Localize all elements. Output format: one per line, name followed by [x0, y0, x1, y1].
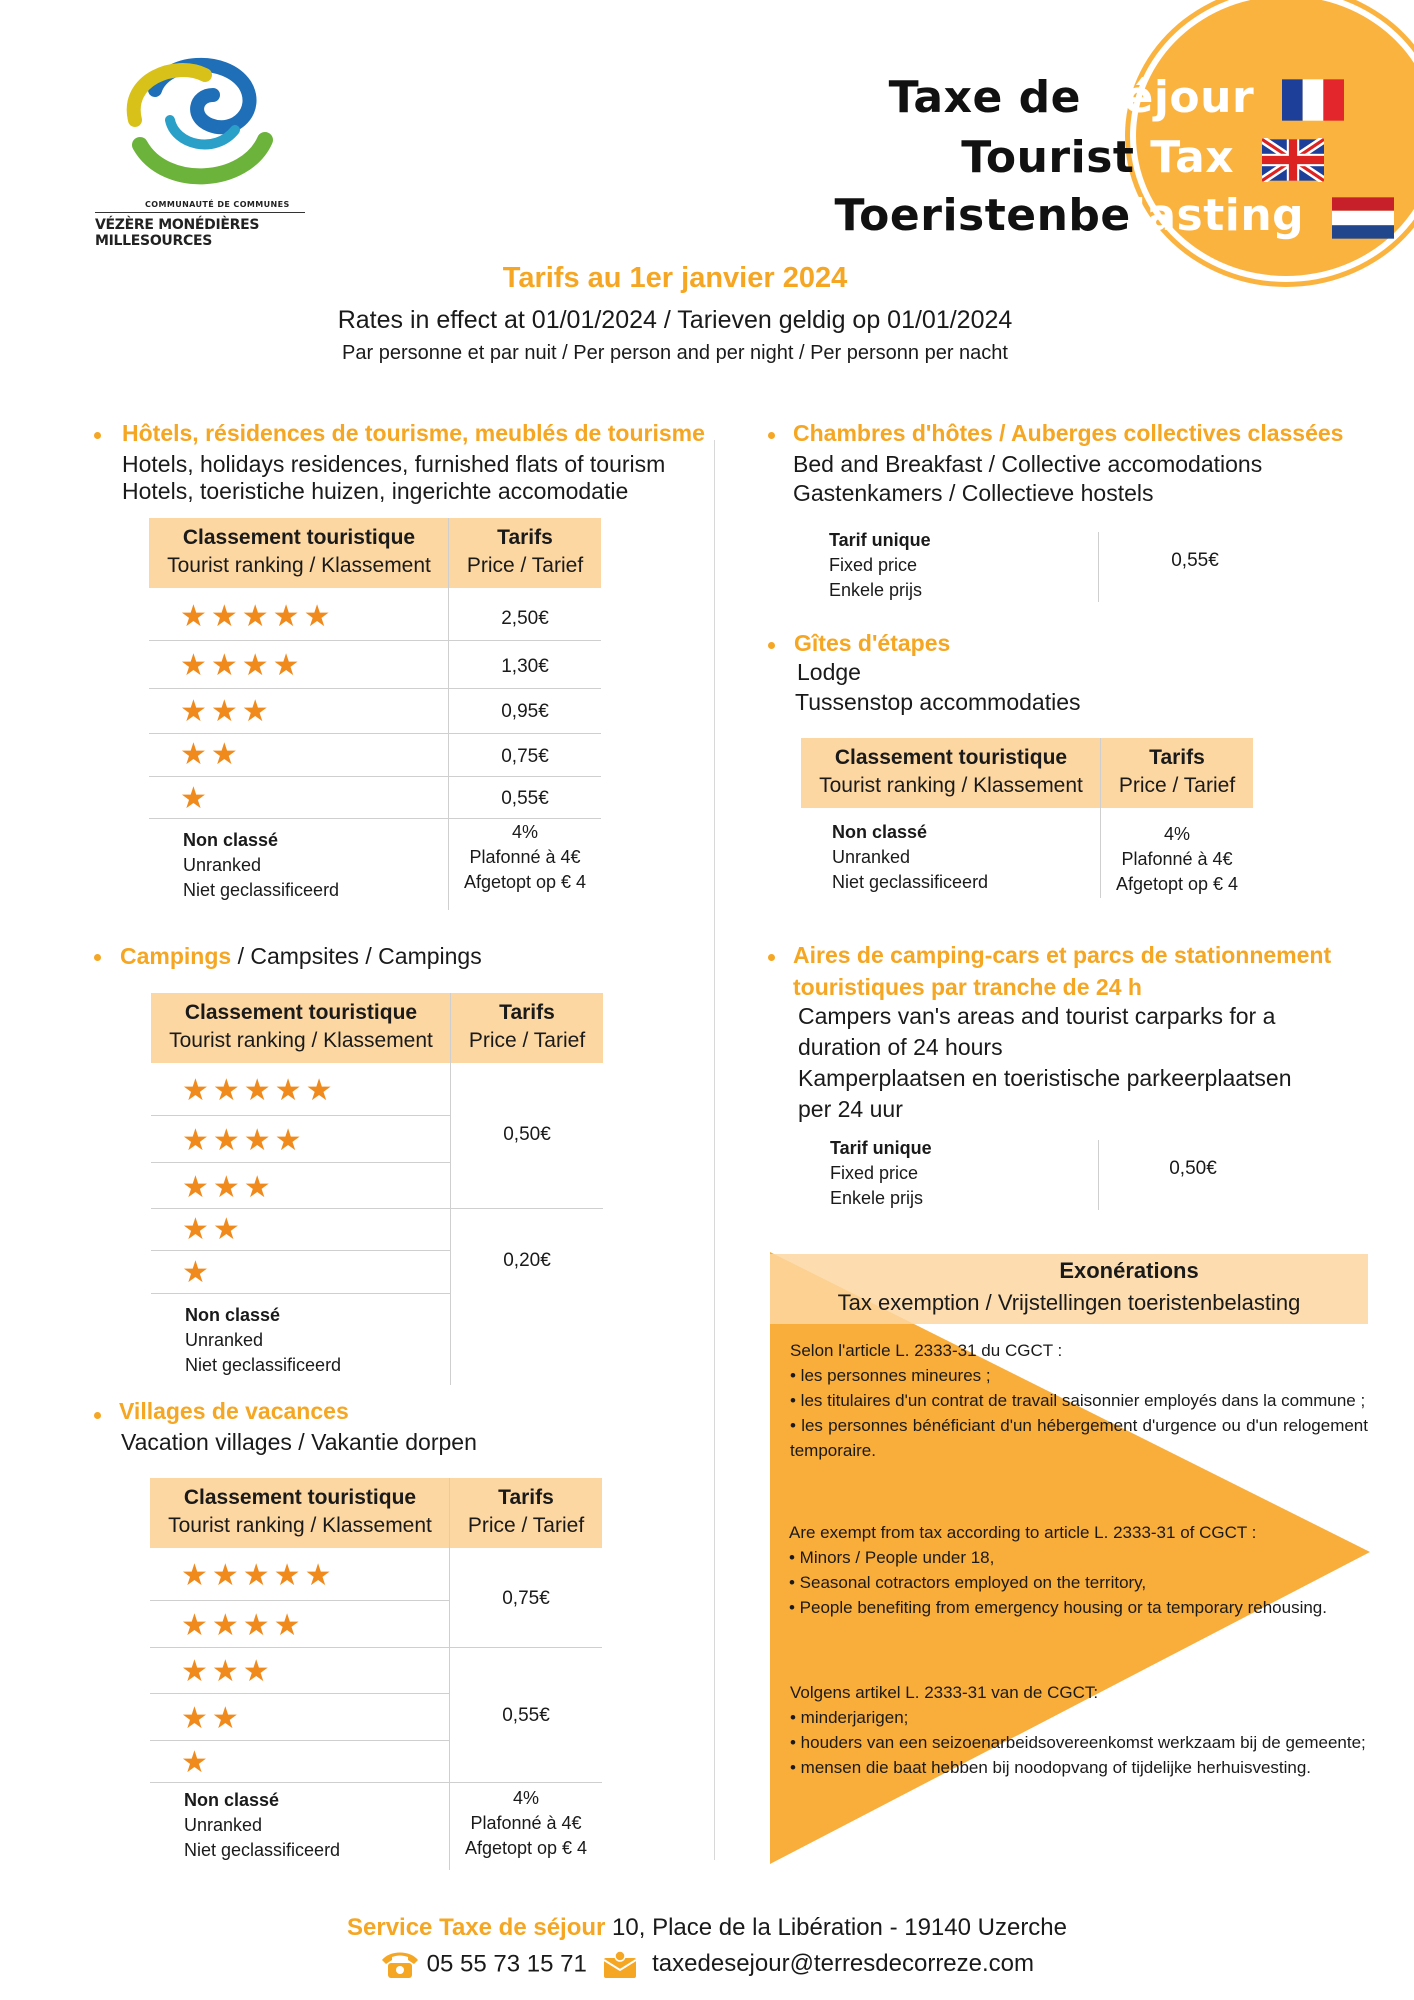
logo [95, 50, 310, 249]
hotels-stars-3: ★★★ [180, 695, 273, 728]
hotels-price-5: 2,50€ [501, 608, 549, 629]
uk-flag-icon [1262, 138, 1324, 182]
column-divider [714, 440, 715, 1860]
hotels-price-3: 0,95€ [501, 701, 549, 722]
hotels-stars-2: ★★ [180, 738, 242, 771]
logo-text-bottom: VÉZÈRE MONÉDIÈRES MILLESOURCES [95, 217, 260, 249]
row-divider [149, 640, 601, 641]
villages-table-header: Classement touristique Tourist ranking / Klassement Tarifs Price / Tarief [150, 1478, 602, 1548]
exemption-title: Exonérations [1059, 1258, 1199, 1283]
row-divider [150, 1693, 450, 1694]
chambres-price: 0,55€ [1171, 550, 1219, 571]
campings-price-high: 0,50€ [503, 1124, 551, 1145]
netherlands-flag-icon [1332, 196, 1394, 240]
aires-sub-1: Campers van's areas and tourist carparks for a [798, 1003, 1276, 1029]
gites-sub-nl: Tussenstop accommodaties [795, 689, 1081, 715]
villages-stars-3: ★★★ [181, 1655, 274, 1688]
campings-price-low: 0,20€ [503, 1250, 551, 1271]
row-divider [151, 1293, 451, 1294]
gites-unranked-label: Non classé Unranked Niet geclassificeerd [832, 822, 989, 892]
hotels-stars-4: ★★★★ [180, 649, 304, 682]
row-divider [151, 1250, 451, 1251]
hotels-price-4: 1,30€ [501, 656, 549, 677]
aires-vline [1098, 1140, 1099, 1210]
email-link[interactable]: taxedesejour@terresdecorreze.com [652, 1950, 1035, 1978]
row-divider [150, 1740, 450, 1741]
villages-title: Villages de vacances [119, 1398, 349, 1424]
chambres-title: Chambres d'hôtes / Auberges collectives classées [793, 420, 1344, 446]
row-divider [151, 1162, 451, 1163]
france-flag-icon [1282, 78, 1344, 122]
campings-heading: Campings / Campsites / Campings [120, 943, 482, 969]
row-divider [149, 733, 601, 734]
exemption-fr: Selon l'article L. 2333-31 du CGCT : • les personnes mineures ; • les titulaires d'un contrat de travail saisonnier employés dans la commune ; • les personnes bénéficiant d'un hébergement d'urgence ou d'un relogement temporaire. [790, 1341, 1368, 1460]
logo-swirl-icon [95, 50, 310, 190]
title-fr: Taxe de séjour [889, 72, 1344, 123]
villages-price-high: 0,75€ [502, 1588, 550, 1609]
mail-icon [603, 1950, 637, 1980]
villages-unranked-price: 4% Plafonné à 4€ Afgetopt op € 4 [464, 1788, 588, 1858]
exemption-nl: Volgens artikel L. 2333-31 van de CGCT: • minderjarigen; • houders van een seizoenarbeidsovereenkomst werkzaam bij de gemeente; • mensen die baat hebben bij noodopvang of tijdelijke herhuisvesting. [790, 1683, 1366, 1777]
title-en: Tourist Tax [961, 132, 1324, 183]
aires-price: 0,50€ [1169, 1158, 1217, 1179]
gites-title: Gîtes d'étapes [794, 630, 951, 656]
campings-stars-2: ★★ [182, 1213, 244, 1246]
row-divider [151, 1208, 603, 1209]
page-title: Tarifs au 1er janvier 2024 [502, 262, 848, 294]
chambres-vline [1098, 532, 1099, 602]
campings-unranked-label: Non classé Unranked Niet geclassificeerd [185, 1305, 342, 1375]
row-divider [149, 776, 601, 777]
bullet-icon [94, 1412, 101, 1419]
aires-sub-3: Kamperplaatsen en toeristische parkeerplaatsen [798, 1065, 1292, 1091]
hotels-sub-nl: Hotels, toeristiche huizen, ingerichte accomodatie [122, 478, 629, 504]
bullet-icon [94, 954, 101, 961]
exemption-header [770, 1254, 1368, 1324]
row-divider [150, 1600, 450, 1601]
aires-title-2: touristiques par tranche de 24 h [793, 974, 1142, 1000]
villages-stars-2: ★★ [181, 1702, 243, 1735]
gites-unranked-price: 4% Plafonné à 4€ Afgetopt op € 4 [1115, 824, 1239, 894]
campings-stars-1: ★ [182, 1256, 213, 1289]
row-divider [149, 818, 601, 819]
aires-sub-4: per 24 uur [798, 1096, 903, 1122]
hotels-price-1: 0,55€ [501, 788, 549, 809]
bullet-icon [768, 954, 775, 961]
page-note: Par personne et par nuit / Per person and per night / Per personn per nacht [342, 342, 1008, 364]
row-divider [149, 688, 601, 689]
gites-table-header: Classement touristique Tourist ranking / Klassement Tarifs Price / Tarief [801, 738, 1253, 808]
bullet-icon [768, 432, 775, 439]
gites-sub-en: Lodge [797, 659, 861, 685]
chambres-fixed-label: Tarif unique Fixed price Enkele prijs [829, 530, 931, 600]
hotels-unranked-price: 4% Plafonné à 4€ Afgetopt op € 4 [463, 822, 587, 892]
aires-title-1: Aires de camping-cars et parcs de stationnement [793, 942, 1332, 968]
campings-stars-3: ★★★ [182, 1171, 275, 1204]
hotels-stars-5: ★★★★★ [180, 600, 335, 633]
footer-address: Service Taxe de séjour 10, Place de la Libération - 19140 Uzerche [347, 1914, 1067, 1941]
hotels-unranked-label: Non classé Unranked Niet geclassificeerd [183, 830, 340, 900]
hotels-table-header: Classement touristique Tourist ranking / Klassement Tarifs Price / Tarief [149, 518, 601, 588]
page-subtitle: Rates in effect at 01/01/2024 / Tarieven geldig op 01/01/2024 [337, 306, 1013, 334]
villages-unranked-label: Non classé Unranked Niet geclassificeerd [184, 1790, 341, 1860]
hotels-stars-1: ★ [180, 782, 211, 815]
phone-icon [380, 1950, 420, 1980]
exemption-subtitle: Tax exemption / Vrijstellingen toeristenbelasting [837, 1290, 1301, 1315]
row-divider [151, 1115, 451, 1116]
chambres-sub-en: Bed and Breakfast / Collective accomodations [793, 451, 1263, 477]
villages-stars-1: ★ [181, 1746, 212, 1779]
campings-stars-5: ★★★★★ [182, 1074, 337, 1107]
row-divider [150, 1782, 602, 1783]
villages-sub: Vacation villages / Vakantie dorpen [121, 1429, 477, 1455]
villages-price-low: 0,55€ [502, 1705, 550, 1726]
villages-stars-5: ★★★★★ [181, 1559, 336, 1592]
chambres-sub-nl: Gastenkamers / Collectieve hostels [793, 480, 1154, 506]
hotels-price-2: 0,75€ [501, 746, 549, 767]
footer-contact [0, 1950, 1414, 1980]
row-divider [150, 1647, 602, 1648]
campings-stars-4: ★★★★ [182, 1124, 306, 1157]
title-nl: Toeristenbelasting [835, 190, 1394, 241]
aires-fixed-label: Tarif unique Fixed price Enkele prijs [830, 1138, 932, 1208]
villages-stars-4: ★★★★ [181, 1609, 305, 1642]
campings-table-vline [450, 993, 451, 1385]
logo-text-top: COMMUNAUTÉ DE COMMUNES [145, 200, 290, 209]
campings-table-header: Classement touristique Tourist ranking / Klassement Tarifs Price / Tarief [151, 993, 603, 1063]
logo-divider [95, 212, 305, 213]
hotels-title: Hôtels, résidences de tourisme, meublés de tourisme [122, 420, 705, 446]
hotels-sub-en: Hotels, holidays residences, furnished flats of tourism [122, 451, 666, 477]
bullet-icon [94, 432, 101, 439]
exemption-en: Are exempt from tax according to article L. 2333-31 of CGCT : • Minors / People under 18, • Seasonal cotractors employed on the territory, • People benefiting from emergency housing or ta temporary rehousing. [789, 1523, 1327, 1617]
phone-number[interactable]: 05 55 73 15 71 [426, 1950, 587, 1978]
bullet-icon [768, 642, 775, 649]
aires-sub-2: duration of 24 hours [798, 1034, 1003, 1060]
